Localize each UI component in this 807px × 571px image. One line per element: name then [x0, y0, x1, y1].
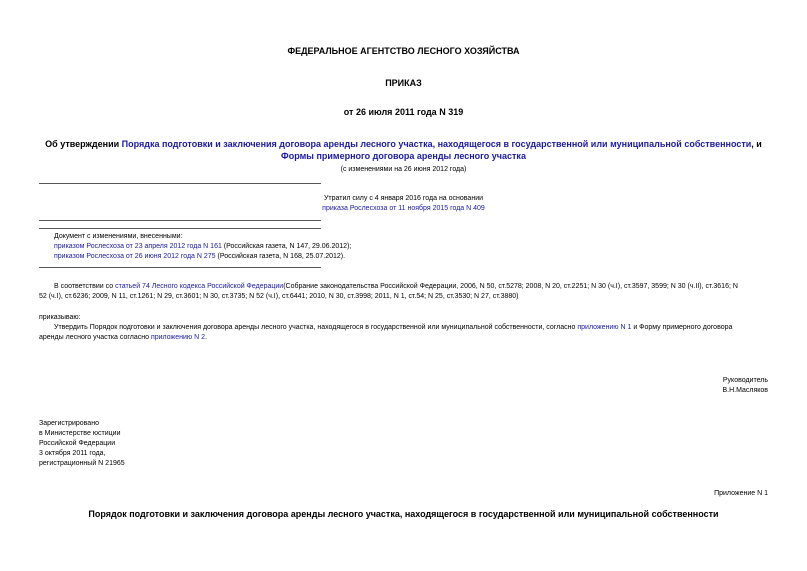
signatory-name: В.Н.Масляков: [722, 387, 768, 394]
divider: [39, 183, 321, 184]
lost-force-text: Утратил силу с 4 января 2016 года на основании: [323, 195, 484, 202]
title-link-procedure[interactable]: Порядка подготовки и заключения договора аренды лесного участка, находящегося в государственной или муниципальной собственности: [121, 139, 752, 149]
title-sep: , и: [751, 139, 762, 149]
appendix-1-link[interactable]: приложению N 1: [577, 324, 632, 331]
amend-note: (с изменениями на 26 июня 2012 года): [340, 166, 467, 173]
divider: [39, 228, 321, 229]
lost-force-link[interactable]: приказа Рослесхоза от 11 ноября 2015 года N 409: [322, 205, 485, 212]
forest-code-link[interactable]: статьей 74 Лесного кодекса Российской Федерации: [115, 283, 284, 290]
divider: [39, 220, 321, 221]
signatory-role: Руководитель: [722, 377, 768, 384]
doc-date-number: от 26 июля 2011 года N 319: [343, 107, 464, 117]
order-word: приказываю:: [39, 314, 81, 321]
lost-force-notice: [0, 194, 807, 214]
appendix-title: Порядок подготовки и заключения договора аренды лесного участка, находящегося в государственной или муниципальной собственности: [88, 509, 719, 519]
changes-block: [54, 232, 351, 262]
change-link-161[interactable]: приказом Рослесхоза от 23 апреля 2012 года N 161: [54, 243, 222, 250]
change-link-275[interactable]: приказом Рослесхоза от 26 июня 2012 года N 275: [54, 253, 216, 260]
approve-paragraph: Утвердить Порядок подготовки и заключения договора аренды лесного участка, находящегося в государственной или муниципальной собственности, согласно приложению N 1 и Форму примерного договора аренды лесного участка согласно приложению N 2.: [39, 324, 733, 341]
list-item: приказом Рослесхоза от 23 апреля 2012 года N 161 (Российская газета, N 147, 29.06.2012);: [54, 243, 352, 250]
appendix-label: Приложение N 1: [714, 490, 768, 497]
title-prefix: Об утверждении: [45, 139, 120, 149]
agency-name: ФЕДЕРАЛЬНОЕ АГЕНТСТВО ЛЕСНОГО ХОЗЯЙСТВА: [287, 46, 520, 56]
divider: [39, 267, 321, 268]
changes-heading: Документ с изменениями, внесенными:: [54, 233, 183, 240]
title-link-form[interactable]: Формы примерного договора аренды лесного участка: [281, 151, 526, 161]
doc-title: [0, 138, 807, 162]
appendix-2-link[interactable]: приложению N 2: [150, 334, 205, 341]
list-item: приказом Рослесхоза от 26 июня 2012 года N 275 (Российская газета, N 168, 25.07.2012).: [54, 253, 346, 260]
registration-block: Зарегистрировано в Министерстве юстиции Российской Федерации 3 октября 2011 года, регистрационный N 21965: [39, 420, 125, 467]
basis-paragraph: В соответствии со статьей 74 Лесного кодекса Российской Федерации(Собрание законодательства Российской Федерации, 2006, N 50, ст.5278; 2008, N 20, ст.2251; N 30 (ч.I), ст.3597, 3599; N 30 (ч.II), ст.3616; N 52 (ч.I), ст.6236; 2009, N 11, ст.1261; N 29, ст.3601; N 30, ст.3735; N 52 (ч.I), ст.6441; 2010, N 30, ст.3998; 2011, N 1, ст.54; N 25, ст.3530; N 27, ст.3880): [39, 283, 738, 300]
signature-block: [722, 376, 768, 396]
doc-type: ПРИКАЗ: [385, 78, 422, 88]
